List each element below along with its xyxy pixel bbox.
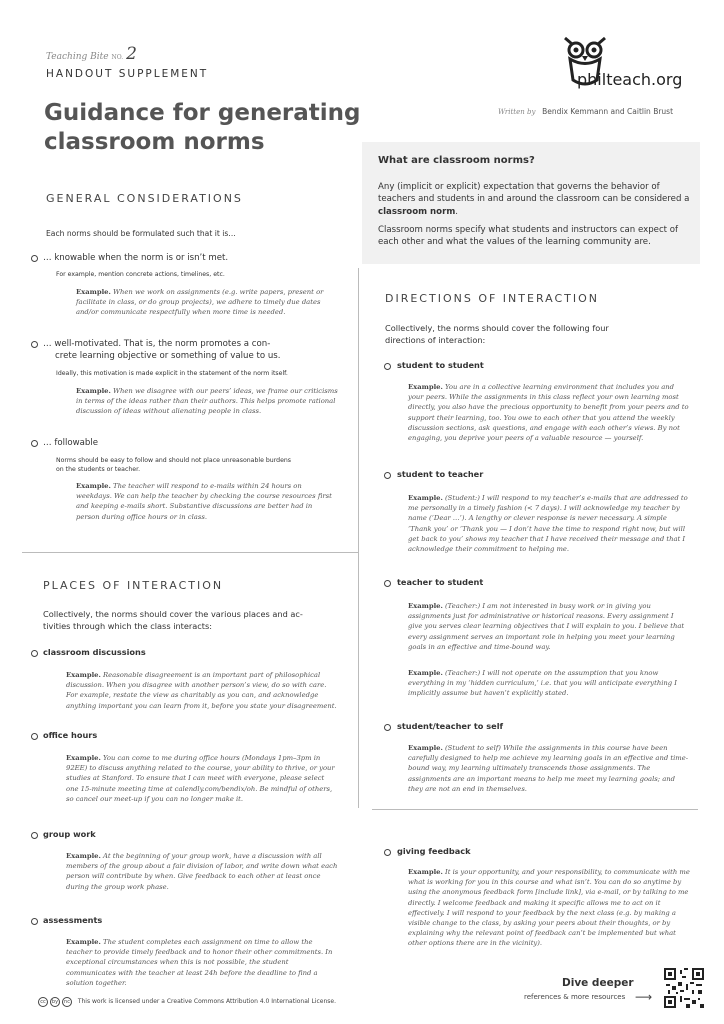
what-are-norms-heading: What are classroom norms? <box>378 155 535 166</box>
directions-heading: DIRECTIONS OF INTERACTION <box>385 292 600 305</box>
qr-code-icon[interactable] <box>664 968 704 1008</box>
divider <box>22 552 358 553</box>
consideration-followable: … followable <box>43 438 99 448</box>
divider <box>358 268 359 808</box>
brand-name: philteach.org <box>577 70 683 89</box>
nc-icon: nc <box>62 997 72 1007</box>
direction-student-teacher-to-self-example: Example. (Student to self) While the assignments in this course have been carefully designed to help me achieve my learning goals in an effective and time-bound way, my learning ultimately transcends those assignments. The assignments are an important means to help me meet my learning goals; and they are not an end in themselves. <box>408 744 689 793</box>
place-assessments: assessments <box>43 915 103 925</box>
general-intro: Each norms should be formulated such that it is… <box>46 229 236 238</box>
consideration-well-motivated-example: Example. When we disagree with our peers’ ideas, we frame our criticisms in terms of the ideas rather than their authors. This helps promote rational discussion of ideas without alienating people in class. <box>76 387 338 416</box>
place-classroom-discussions: classroom discussions <box>43 647 146 657</box>
general-considerations-heading: GENERAL CONSIDERATIONS <box>46 192 243 205</box>
arrow-right-icon: ⟶ <box>635 990 653 1004</box>
giving-feedback-example: Example. It is your opportunity, and your responsibility, to communicate with me what is working for you in this course and what isn’t. You can do so anytime by using the anonymous feedback form [include link], via e-mail, or by talking to me directly. I welcome feedback and making it specific allows me to act on it effectively. I will respond to your feedback by the next class (e.g. by making a visible change to the class, by asking your peers about their thoughts, or by explaining why the relevant point of feedback can’t be implemented but what other options there are in the vicinity). <box>408 868 690 948</box>
bullet-icon <box>31 341 38 348</box>
directions-intro: Collectively, the norms should cover the following four directions of interaction: <box>385 323 609 345</box>
bullet-icon <box>384 849 391 856</box>
direction-student-to-student: student to student <box>397 360 484 370</box>
bullet-icon <box>31 650 38 657</box>
direction-student-to-teacher-example: Example. (Student:) I will respond to my teacher’s e-mails that are addressed to me personally in a timely fashion (< 7 days). I will acknowledge my teacher by name (‘Dear …’). A lengthy or clever response is never necessary. A simple ‘Thank you’ or ‘Thank you — I don’t have the time to respond right now, but will get back to you’ shows my teacher that I have received their message and that I acknowledge their commitment to helping me. <box>408 494 688 554</box>
consideration-knowable: … knowable when the norm is or isn’t met. <box>43 253 229 263</box>
direction-student-teacher-to-self: student/teacher to self <box>397 721 504 731</box>
divider <box>372 809 698 810</box>
place-group-work: group work <box>43 829 96 839</box>
teaching-bite-label: Teaching Bite NO. 2 <box>46 44 137 64</box>
bullet-icon <box>384 580 391 587</box>
what-are-norms-specify: Classroom norms specify what students and instructors can expect of each other and what the values of the learning community are. <box>378 225 679 248</box>
authors: Bendix Kemmann and Caitlin Brust <box>542 107 674 116</box>
direction-teacher-to-student-example: Example. (Teacher:) I am not interested in busy work or in giving you assignments just for administrative or historical reasons. Every assignment I give you serves clear learning objectives that I will explain to you. I believe that every assignment serves an important role in helping you meet your learning goals in an effective and time-bound way. <box>408 602 685 651</box>
bullet-icon <box>31 440 38 447</box>
consideration-well-motivated: … well-motivated. That is, the norm promotes a con- crete learning objective or something of value to us. <box>43 339 281 361</box>
direction-teacher-to-student: teacher to student <box>397 577 484 587</box>
places-intro: Collectively, the norms should cover the various places and ac- tivities through which the class interacts: <box>43 609 303 631</box>
place-assessments-example: Example. The student completes each assignment on time to allow the teacher to provide timely feedback and to honor their other commitments. In exceptional circumstances when this is not possible, the student communicates with the teacher at least 24h before the deadline to find a solution together. <box>66 938 333 987</box>
consideration-followable-note: Norms should be easy to follow and should not place unreasonable burdens on the students or teacher. <box>56 457 292 473</box>
what-are-norms-definition: Any (implicit or explicit) expectation that governs the behavior of teachers and students in and around the classroom can be considered a classroom norm. <box>378 182 690 217</box>
place-group-work-example: Example. At the beginning of your group work, have a discussion with all members of the group about a fair division of labor, and write down what each person will contribute by when. Give feedback to each other at least once during the group work phase. <box>66 852 338 891</box>
written-by: Written by Bendix Kemmann and Caitlin Brust <box>498 107 674 116</box>
bullet-icon <box>384 363 391 370</box>
direction-student-to-student-example: Example. You are in a collective learning environment that includes you and your peers. While the assignments in this class reflect your own learning most directly, you also have the precious opportunity to benefit from your peers and to support their learning, too. You owe to each other that you attend the weekly discussion sections, ask questions, and engage with each other’s views. By not engaging, you deprive your peers of a valuable resource — yourself. <box>408 383 689 443</box>
direction-teacher-to-student-example-2: Example. (Teacher:) I will not operate on the assumption that you know everything in my ‘hidden curriculum,’ i.e. that you will anticipate everything I implicitly assume but haven’t explicitly stated. <box>408 669 677 698</box>
references-link[interactable]: references & more resources <box>524 993 626 1001</box>
handout-supplement: HANDOUT SUPPLEMENT <box>46 68 209 80</box>
bullet-icon <box>31 832 38 839</box>
direction-student-to-teacher: student to teacher <box>397 469 484 479</box>
dive-deeper: Dive deeper <box>562 977 634 989</box>
bullet-icon <box>31 918 38 925</box>
by-icon: by <box>51 999 59 1005</box>
page-title: Guidance for generating classroom norms <box>44 100 361 155</box>
teaching-bite-number: 2 <box>126 44 137 64</box>
place-office-hours-example: Example. You can come to me during office hours (Mondays 1pm–3pm in 92EE) to discuss anything related to the course, your ability to thrive, or your studies at Stanford. To ensure that I can meet with everyone, please select one 15-minute meeting time at calendly.com/bendix/oh. Be mindful of others, so cancel our meet-up if you can no longer make it. <box>66 754 335 803</box>
place-classroom-discussions-example: Example. Reasonable disagreement is an important part of philosophical discussion. When you disagree with another person’s view, do so with care. For example, restate the view as charitably as you can, and acknowledge anything important you can learn from it, before you state your disagreement. <box>66 671 337 710</box>
consideration-knowable-example: Example. When we work on assignments (e.g. write papers, present or facilitate in class, or do group projects), we adhere to timely due dates and/or communicate respectfully when more time is needed. <box>76 288 324 317</box>
what-are-norms-box <box>362 142 700 264</box>
license-text: This work is licensed under a Creative Commons Attribution 4.0 International License. <box>77 998 336 1005</box>
consideration-knowable-note: For example, mention concrete actions, timelines, etc. <box>56 271 225 278</box>
consideration-well-motivated-note: Ideally, this motivation is made explicit in the statement of the norm itself. <box>56 370 288 377</box>
place-office-hours: office hours <box>43 730 98 740</box>
bullet-icon <box>384 472 391 479</box>
consideration-followable-example: Example. The teacher will respond to e-mails within 24 hours on weekdays. We can help the teacher by checking the course resources first and keeping e-mails short. Substantive discussions are better had in person during office hours or in class. <box>76 482 332 521</box>
bullet-icon <box>31 733 38 740</box>
cc-icon: cc <box>38 997 48 1007</box>
bullet-icon <box>31 255 38 262</box>
bullet-icon <box>384 724 391 731</box>
license-line <box>38 997 336 1007</box>
giving-feedback-heading: giving feedback <box>397 846 471 856</box>
places-heading: PLACES OF INTERACTION <box>43 579 224 592</box>
